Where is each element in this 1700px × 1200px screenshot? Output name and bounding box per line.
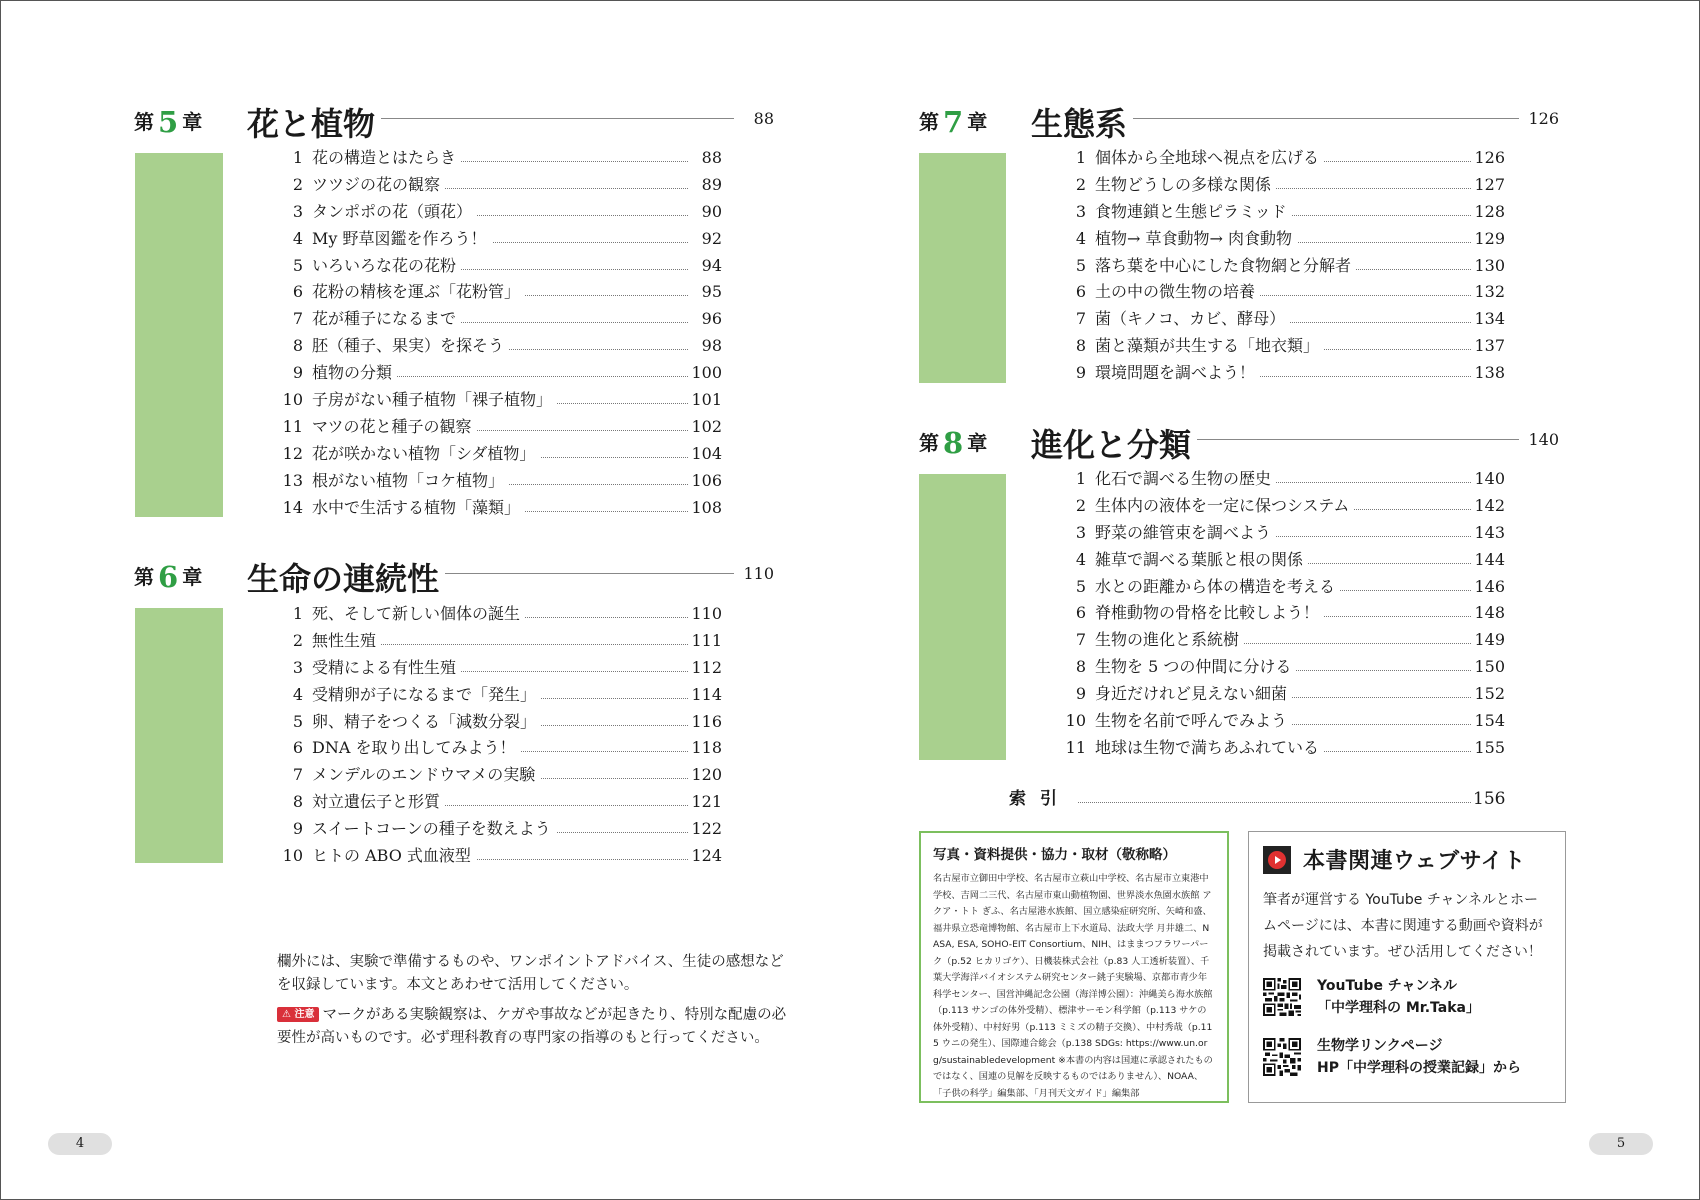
- toc-item[interactable]: [279, 199, 722, 226]
- caution-note: [277, 1004, 787, 1050]
- item-number: 4: [1075, 549, 1086, 569]
- chapter-suffix: 章: [967, 110, 988, 134]
- item-page: 148: [1473, 600, 1505, 627]
- toc-item[interactable]: [279, 601, 722, 628]
- caution-badge: ⚠ 注意: [277, 1007, 319, 1022]
- chapter-prefix: 第: [919, 110, 939, 134]
- item-title: 植物→ 草食動物→ 肉食動物: [1095, 226, 1297, 253]
- item-page: 124: [690, 843, 722, 870]
- item-title: 受精卵が子になるまで「発生」: [312, 682, 541, 709]
- item-page: 154: [1473, 708, 1505, 735]
- chapter-label: [134, 560, 202, 594]
- item-number: 2: [1075, 495, 1086, 515]
- item-title: 無性生殖: [312, 628, 381, 655]
- chapter-label: [134, 105, 202, 139]
- item-number: 1: [292, 148, 303, 167]
- item-title: 花の構造とはたらき: [312, 145, 461, 172]
- item-page: 152: [1473, 681, 1505, 708]
- item-title: 野菜の維管束を調べよう: [1095, 520, 1276, 547]
- item-title: 生物どうしの多様な関係: [1095, 172, 1276, 199]
- item-number: 11: [282, 416, 303, 436]
- item-page: 112: [690, 655, 722, 682]
- caution-note-text: マークがある実験観察は、ケガや事故などが起きたり、特別な配慮の必要性が高いものです。必ず理科教育の専門家の指導のもと行ってください。: [277, 1007, 787, 1046]
- page-number-right: 5: [1589, 1133, 1653, 1155]
- biology-links-page-link[interactable]: [1263, 1035, 1551, 1079]
- item-title: 脊椎動物の骨格を比較しよう！: [1095, 600, 1324, 627]
- item-title: 地球は生物で満ちあふれている: [1095, 735, 1324, 762]
- link-line: HP「中学理科の授業記録」から: [1317, 1060, 1521, 1076]
- toc-item[interactable]: [279, 226, 722, 253]
- toc-item[interactable]: [279, 306, 722, 333]
- item-number: 7: [292, 765, 303, 785]
- item-page: 92: [690, 226, 722, 253]
- margin-note: [277, 951, 787, 997]
- item-number: 2: [292, 174, 303, 194]
- website-box: [1248, 831, 1566, 1103]
- item-number: 8: [1075, 657, 1086, 677]
- item-title: DNA を取り出してみよう！: [312, 735, 520, 762]
- item-title: いろいろな花の花粉: [312, 253, 461, 280]
- item-title: 胚（種子、果実）を探そう: [312, 333, 509, 360]
- chapter-8-header: [919, 420, 1559, 464]
- item-number: 11: [1065, 737, 1086, 757]
- item-number: 3: [1075, 201, 1086, 221]
- item-page: 143: [1473, 520, 1505, 547]
- item-page: 108: [690, 495, 722, 522]
- item-page: 100: [690, 360, 722, 387]
- item-number: 5: [292, 255, 303, 275]
- item-title: 対立遺伝子と形質: [312, 789, 445, 816]
- toc-item[interactable]: [1062, 333, 1505, 360]
- toc-item[interactable]: [279, 762, 722, 789]
- toc-item[interactable]: [279, 655, 722, 682]
- item-page: 98: [690, 333, 722, 360]
- toc-item[interactable]: [1062, 654, 1505, 681]
- item-title: 花が種子になるまで: [312, 306, 461, 333]
- chapter-prefix: 第: [134, 110, 154, 134]
- toc-item[interactable]: [1062, 547, 1505, 574]
- item-page: 111: [690, 628, 722, 655]
- item-page: 116: [690, 709, 722, 736]
- toc-item[interactable]: [279, 360, 722, 387]
- item-number: 8: [292, 792, 303, 812]
- item-number: 5: [1075, 255, 1086, 275]
- chapter-7-sidebar-bar: [919, 153, 1006, 383]
- item-title: 受精による有性生殖: [312, 655, 461, 682]
- toc-item[interactable]: [1062, 172, 1505, 199]
- item-title: 水との距離から体の構造を考える: [1095, 574, 1340, 601]
- website-description: 筆者が運営する YouTube チャンネルとホームページには、本書に関連する動画や資料が掲載されています。ぜひ活用してください！: [1263, 892, 1543, 960]
- item-number: 4: [1075, 228, 1086, 248]
- chapter-7-toc: [1062, 145, 1505, 387]
- item-title: ツツジの花の観察: [312, 172, 445, 199]
- chapter-page: 140: [1528, 430, 1559, 449]
- item-title: ヒトの ABO 式血液型: [312, 843, 476, 870]
- toc-item[interactable]: [1062, 306, 1505, 333]
- chapter-suffix: 章: [182, 110, 203, 134]
- toc-item[interactable]: [279, 253, 722, 280]
- item-title: タンポポの花（頭花）: [312, 199, 477, 226]
- item-page: 144: [1473, 547, 1505, 574]
- link-line: 生物学リンクページ: [1317, 1038, 1443, 1054]
- item-title: 植物の分類: [312, 360, 397, 387]
- toc-item[interactable]: [279, 468, 722, 495]
- chapter-6-toc: [279, 601, 722, 870]
- item-title: 死、そして新しい個体の誕生: [312, 601, 525, 628]
- item-title: My 野草図鑑を作ろう！: [312, 226, 492, 253]
- item-number: 6: [292, 738, 303, 758]
- toc-item[interactable]: [1062, 735, 1505, 762]
- item-title: 個体から全地球へ視点を広げる: [1095, 145, 1324, 172]
- qr-code-icon: [1263, 1038, 1301, 1076]
- chapter-5-sidebar-bar: [135, 153, 223, 517]
- chapter-title: 進化と分類: [1031, 420, 1197, 466]
- toc-item[interactable]: [1062, 466, 1505, 493]
- item-page: 129: [1473, 226, 1505, 253]
- item-number: 4: [292, 684, 303, 704]
- item-title: 水中で生活する植物「藻類」: [312, 495, 525, 522]
- qr-code-icon: [1263, 978, 1301, 1016]
- toc-item[interactable]: [279, 682, 722, 709]
- item-number: 14: [282, 497, 303, 517]
- item-number: 1: [1075, 148, 1086, 167]
- toc-item[interactable]: [1062, 360, 1505, 387]
- website-title: 本書関連ウェブサイト: [1303, 849, 1526, 874]
- chapter-page: 126: [1528, 109, 1559, 128]
- toc-item[interactable]: [1062, 681, 1505, 708]
- toc-item[interactable]: [279, 333, 722, 360]
- page-number-left: 4: [48, 1133, 112, 1155]
- item-number: 7: [1075, 630, 1086, 650]
- chapter-8-sidebar-bar: [919, 474, 1006, 760]
- item-number: 3: [292, 201, 303, 221]
- toc-item[interactable]: [1062, 600, 1505, 627]
- item-page: 106: [690, 468, 722, 495]
- item-number: 1: [292, 604, 303, 623]
- chapter-number: 7: [943, 105, 964, 139]
- chapter-title: 花と植物: [247, 99, 381, 145]
- item-page: 134: [1473, 306, 1505, 333]
- chapter-page: 88: [753, 109, 774, 128]
- toc-item[interactable]: [279, 816, 722, 843]
- item-title: 卵、精子をつくる「減数分裂」: [312, 709, 541, 736]
- item-title: 生物を名前で呼んでみよう: [1095, 708, 1292, 735]
- item-page: 150: [1473, 654, 1505, 681]
- toc-item[interactable]: [1062, 226, 1505, 253]
- toc-item[interactable]: [279, 709, 722, 736]
- toc-item[interactable]: [1062, 627, 1505, 654]
- toc-item[interactable]: [1062, 493, 1505, 520]
- link-line: YouTube チャンネル: [1317, 978, 1457, 994]
- toc-item[interactable]: [1062, 199, 1505, 226]
- item-title: 花が咲かない植物「シダ植物」: [312, 441, 540, 468]
- item-title: 花粉の精核を運ぶ「花粉管」: [312, 279, 525, 306]
- toc-item[interactable]: [1062, 708, 1505, 735]
- item-title: 生物の進化と系統樹: [1095, 627, 1244, 654]
- item-page: 137: [1473, 333, 1505, 360]
- item-page: 95: [690, 279, 722, 306]
- item-number: 2: [292, 630, 303, 650]
- item-title: 菌と藻類が共生する「地衣類」: [1095, 333, 1324, 360]
- item-number: 13: [282, 470, 303, 490]
- item-title: スイートコーンの種子を数えよう: [312, 816, 556, 843]
- link-line: 「中学理科の Mr.Taka」: [1317, 1000, 1480, 1016]
- chapter-suffix: 章: [182, 565, 203, 589]
- item-page: 96: [690, 306, 722, 333]
- index-entry[interactable]: [1009, 786, 1505, 812]
- chapter-prefix: 第: [134, 565, 154, 589]
- item-title: 身近だけれど見えない細菌: [1095, 681, 1292, 708]
- item-number: 10: [282, 846, 303, 866]
- item-number: 6: [292, 282, 303, 302]
- item-title: 子房がない種子植物「裸子植物」: [312, 387, 557, 414]
- toc-item[interactable]: [279, 789, 722, 816]
- chapter-number: 5: [158, 105, 179, 139]
- item-page: 89: [690, 172, 722, 199]
- website-header: [1263, 844, 1551, 875]
- chapter-5-header: [134, 99, 774, 143]
- item-number: 9: [292, 819, 303, 839]
- chapter-6-sidebar-bar: [135, 608, 223, 863]
- item-page: 122: [690, 816, 722, 843]
- item-number: 3: [1075, 522, 1086, 542]
- chapter-label: [919, 105, 987, 139]
- chapter-7-header: [919, 99, 1559, 143]
- item-number: 9: [1075, 363, 1086, 383]
- chapter-prefix: 第: [919, 431, 939, 455]
- toc-item[interactable]: [1062, 279, 1505, 306]
- item-number: 7: [1075, 309, 1086, 329]
- index-page: 156: [1473, 786, 1505, 812]
- toc-item[interactable]: [279, 279, 722, 306]
- chapter-number: 8: [943, 426, 964, 460]
- item-page: 132: [1473, 279, 1505, 306]
- item-title: 生体内の液体を一定に保つシステム: [1095, 493, 1354, 520]
- item-number: 5: [292, 711, 303, 731]
- chapter-8-toc: [1062, 466, 1505, 762]
- toc-item[interactable]: [279, 735, 722, 762]
- toc-item[interactable]: [279, 628, 722, 655]
- item-title: 土の中の微生物の培養: [1095, 279, 1260, 306]
- item-page: 94: [690, 253, 722, 280]
- item-page: 102: [690, 414, 722, 441]
- item-page: 138: [1473, 360, 1505, 387]
- toc-item[interactable]: [279, 387, 722, 414]
- item-number: 8: [1075, 336, 1086, 356]
- item-page: 149: [1473, 627, 1505, 654]
- item-title: 雑草で調べる葉脈と根の関係: [1095, 547, 1308, 574]
- item-page: 121: [690, 789, 722, 816]
- chapter-label: [919, 426, 987, 460]
- toc-item[interactable]: [1062, 253, 1505, 280]
- item-page: 101: [690, 387, 722, 414]
- chapter-number: 6: [158, 560, 179, 594]
- toc-item[interactable]: [279, 441, 722, 468]
- toc-item[interactable]: [279, 414, 722, 441]
- item-number: 10: [1065, 711, 1086, 731]
- toc-item[interactable]: [1062, 145, 1505, 172]
- item-page: 127: [1473, 172, 1505, 199]
- item-page: 88: [690, 145, 722, 172]
- chapter-title: 生態系: [1031, 99, 1133, 145]
- toc-item[interactable]: [279, 495, 722, 522]
- toc-item[interactable]: [1062, 574, 1505, 601]
- toc-item[interactable]: [1062, 520, 1505, 547]
- item-title: 落ち葉を中心にした食物網と分解者: [1095, 253, 1356, 280]
- toc-item[interactable]: [279, 843, 722, 870]
- item-page: 90: [690, 199, 722, 226]
- toc-item[interactable]: [279, 145, 722, 172]
- item-number: 8: [292, 336, 303, 356]
- item-page: 110: [690, 601, 722, 628]
- item-title: 菌（キノコ、カビ、酵母）: [1095, 306, 1290, 333]
- item-page: 128: [1473, 199, 1505, 226]
- credits-body: 名古屋市立御田中学校、名古屋市立萩山中学校、名古屋市立東港中学校、吉岡二三代、名古屋市東山動植物園、世界淡水魚園水族館 アクア・トト ぎふ、名古屋港水族館、国立感染症研究所、矢崎和盛、福井県立恐竜博物館、名古屋市上下水道局、法政大学 月井雄二、NASA, ESA, SOHO-EIT Consortium、NIH、はままつフラワーパーク（p.52 ヒカリゴケ）、日機装株式会社（p.83 人工透析装置）、千葉大学海洋バイオシステム研究センター銚子実験場、京都市青少年科学センター、国営沖縄記念公園（海洋博公園）：沖縄美ら海水族館（p.113 サンゴの体外受精）、標津サーモン科学館（p.113 サケの体外受精）、中村好男（p.113 ミミズの精子交換）、中村秀哉（p.115 ウニの発生）、国際連合総会（p.138 SDGs: https://www.un.org/sustainabledevelopment ※本書の内容は国連に承認されたものではなく、国連の見解を反映するものではありません）、NOAA、「子供の科学」編集部、「月刊天文ガイド」編集部: [933, 873, 1213, 1099]
- item-page: 126: [1473, 145, 1505, 172]
- chapter-page: 110: [743, 564, 774, 583]
- item-page: 104: [690, 441, 722, 468]
- item-page: 140: [1473, 466, 1505, 493]
- item-title: 環境問題を調べよう！: [1095, 360, 1260, 387]
- item-page: 120: [690, 762, 722, 789]
- item-number: 7: [292, 309, 303, 329]
- credits-title: 写真・資料提供・協力・取材（敬称略）: [933, 847, 1176, 863]
- item-title: 化石で調べる生物の歴史: [1095, 466, 1276, 493]
- item-number: 6: [1075, 282, 1086, 302]
- item-number: 10: [282, 390, 303, 410]
- toc-item[interactable]: [279, 172, 722, 199]
- item-page: 114: [690, 682, 722, 709]
- item-number: 4: [292, 228, 303, 248]
- youtube-play-icon: [1263, 846, 1291, 874]
- chapter-suffix: 章: [967, 431, 988, 455]
- chapter-title: 生命の連続性: [247, 554, 445, 600]
- item-number: 2: [1075, 174, 1086, 194]
- item-number: 9: [1075, 684, 1086, 704]
- item-title: 食物連鎖と生態ピラミッド: [1095, 199, 1292, 226]
- leader-dots: [1069, 802, 1471, 803]
- item-number: 6: [1075, 603, 1086, 623]
- item-title: 生物を 5 つの仲間に分ける: [1095, 654, 1296, 681]
- item-title: 根がない植物「コケ植物」: [312, 468, 509, 495]
- credits-box: [919, 831, 1229, 1103]
- index-label: 索引: [1009, 786, 1077, 812]
- item-number: 12: [282, 443, 303, 463]
- item-page: 142: [1473, 493, 1505, 520]
- item-number: 1: [1075, 469, 1086, 488]
- item-page: 118: [690, 735, 722, 762]
- chapter-5-toc: [279, 145, 722, 521]
- item-title: メンデルのエンドウマメの実験: [312, 762, 540, 789]
- youtube-channel-link[interactable]: [1263, 975, 1551, 1019]
- item-number: 3: [292, 657, 303, 677]
- item-number: 5: [1075, 576, 1086, 596]
- item-title: マツの花と種子の観察: [312, 414, 477, 441]
- item-page: 130: [1473, 253, 1505, 280]
- margin-note-text: 欄外には、実験で準備するものや、ワンポイントアドバイス、生徒の感想などを収録しています。本文とあわせて活用してください。: [277, 954, 784, 993]
- item-page: 155: [1473, 735, 1505, 762]
- chapter-6-header: [134, 554, 774, 598]
- item-number: 9: [292, 363, 303, 383]
- item-page: 146: [1473, 574, 1505, 601]
